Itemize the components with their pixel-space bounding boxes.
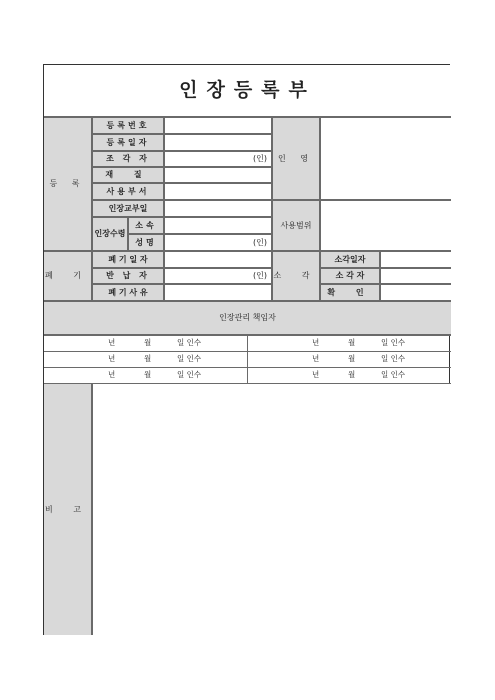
- year-label: 년: [108, 338, 116, 347]
- row-divider: [44, 351, 247, 352]
- year-label: 년: [108, 370, 116, 379]
- page-title: 인장등록부: [179, 79, 316, 101]
- seal-mark: (인): [253, 237, 267, 247]
- confirm-label: 확 인: [320, 284, 380, 301]
- returner-label: 반 납 자: [92, 268, 164, 284]
- register-section-label: 등 록: [44, 117, 92, 251]
- month-label: 월: [348, 338, 356, 347]
- row-divider: [248, 351, 451, 352]
- name-value[interactable]: [164, 234, 272, 251]
- burn-person-value[interactable]: [380, 268, 451, 284]
- year-label: 년: [312, 354, 320, 363]
- remarks-area[interactable]: [92, 383, 451, 635]
- impression-area[interactable]: [320, 117, 451, 200]
- dept-value[interactable]: [164, 183, 272, 200]
- year-label: 년: [312, 338, 320, 347]
- disposal-section-label: 폐 기: [44, 251, 92, 301]
- burn-date-value[interactable]: [380, 251, 451, 268]
- affiliation-value[interactable]: [164, 217, 272, 234]
- year-label: 년: [312, 370, 320, 379]
- column-divider: [247, 335, 248, 383]
- impression-label: 인 영: [272, 117, 320, 200]
- issue-date-label: 인장교부일: [92, 200, 164, 217]
- manager-header: 인장관리 책임자: [44, 301, 451, 335]
- receiver-label: 인장수령: [92, 217, 128, 251]
- seal-mark: (인): [253, 154, 267, 163]
- seal-mark: (인): [253, 271, 267, 280]
- month-label: 월: [348, 354, 356, 363]
- day-receipt-label: 일 인수: [177, 354, 202, 363]
- disposal-reason-value[interactable]: [164, 284, 272, 301]
- confirm-value[interactable]: [380, 284, 451, 301]
- seal-register-form: [43, 64, 450, 635]
- row-divider: [44, 367, 247, 368]
- reg-no-label: 등록번호: [92, 117, 164, 134]
- disposal-date-value[interactable]: [164, 251, 272, 268]
- day-receipt-label: 일 인수: [381, 338, 406, 347]
- manager-rows: [44, 335, 451, 383]
- usage-scope-label: 사용범위: [272, 200, 320, 251]
- month-label: 월: [144, 354, 152, 363]
- affiliation-label: 소속: [128, 217, 164, 234]
- issue-date-value[interactable]: [164, 200, 272, 217]
- dept-label: 사용부서: [92, 183, 164, 200]
- material-label: 재 질: [92, 167, 164, 183]
- day-receipt-label: 일 인수: [177, 370, 202, 379]
- reg-date-label: 등록일자: [92, 134, 164, 151]
- name-label: 성명: [128, 234, 164, 251]
- disposal-reason-label: 폐 기 사 유: [92, 284, 164, 301]
- burn-date-label: 소각일자: [320, 251, 380, 268]
- remarks-label: 비 고: [44, 383, 92, 635]
- material-value[interactable]: [164, 167, 272, 183]
- day-receipt-label: 일 인수: [381, 354, 406, 363]
- year-label: 년: [108, 354, 116, 363]
- reg-date-value[interactable]: [164, 134, 272, 151]
- month-label: 월: [348, 370, 356, 379]
- month-label: 월: [144, 338, 152, 347]
- reg-no-value[interactable]: [164, 117, 272, 134]
- row-divider: [248, 367, 451, 368]
- title-cell: [44, 65, 451, 117]
- disposal-date-label: 폐 기 일 자: [92, 251, 164, 268]
- day-receipt-label: 일 인수: [381, 370, 406, 379]
- carver-label: 조 각 자: [92, 151, 164, 167]
- burn-section-label: 소 각: [272, 251, 320, 301]
- month-label: 월: [144, 370, 152, 379]
- returner-value[interactable]: [164, 268, 272, 284]
- usage-scope-value[interactable]: [320, 200, 451, 251]
- burn-person-label: 소 각 자: [320, 268, 380, 284]
- carver-value[interactable]: [164, 151, 272, 167]
- day-receipt-label: 일 인수: [177, 338, 202, 347]
